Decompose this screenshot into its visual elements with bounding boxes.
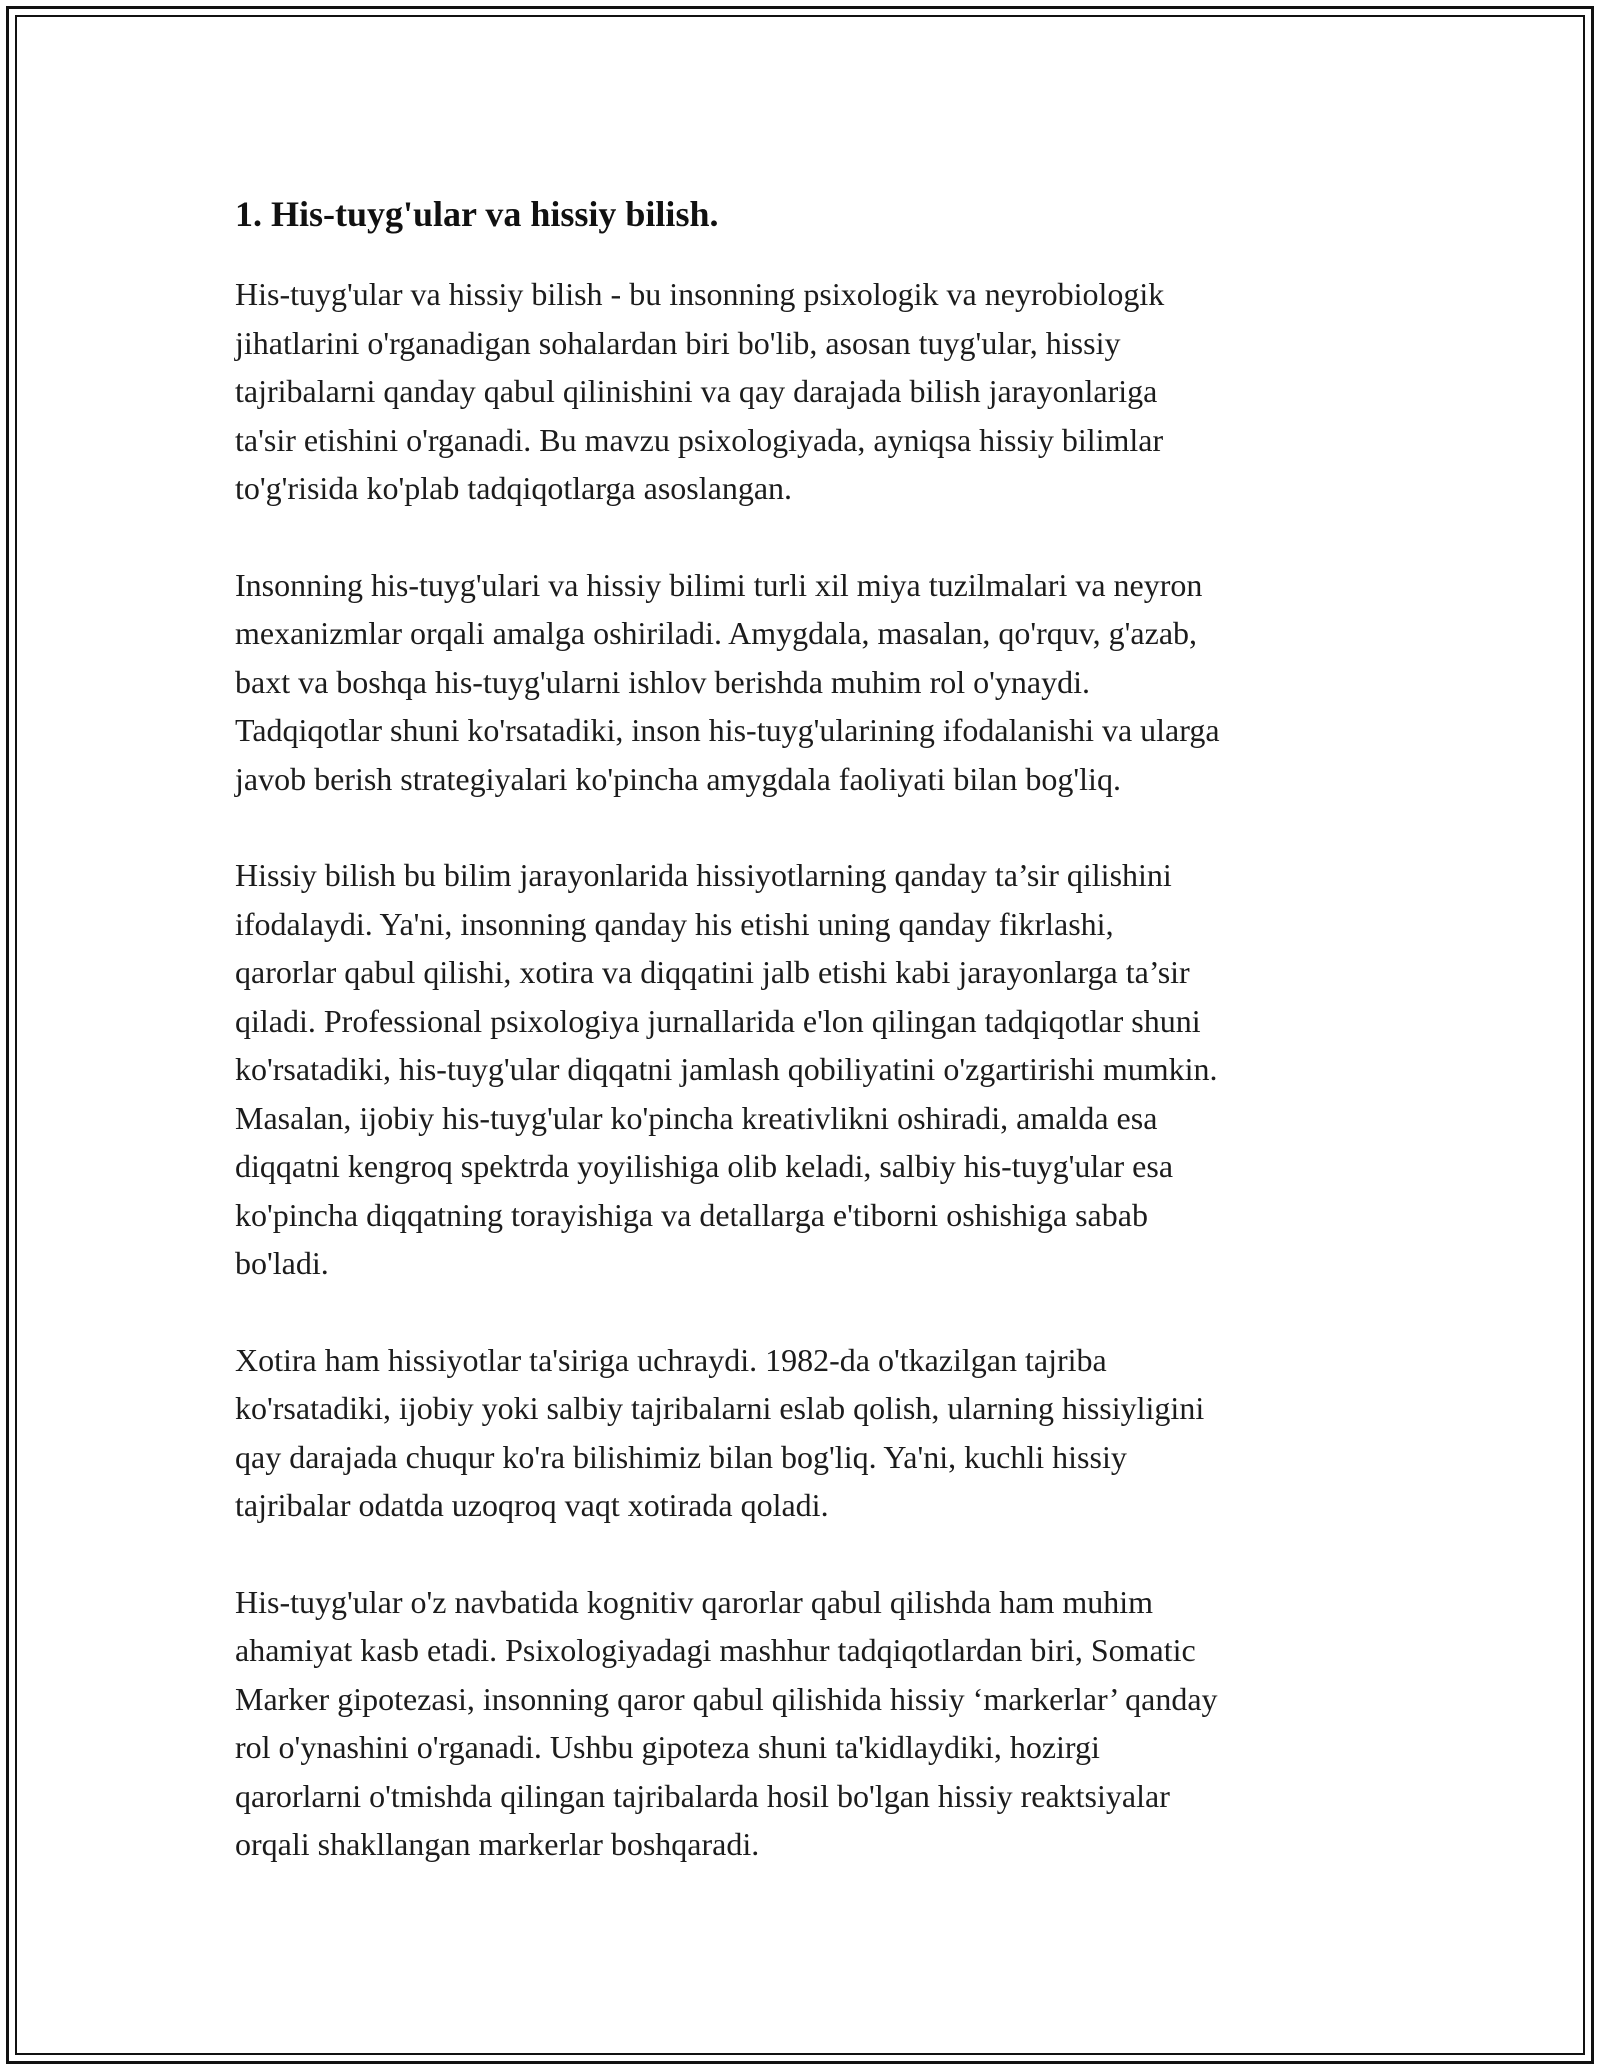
paragraph-4 [235,1336,1375,1530]
text-line: mexanizmlar orqali amalga oshiriladi. Amygdala, masalan, qo'rquv, g'azab, [235,615,1198,651]
text-line: tajribalar odatda uzoqroq vaqt xotirada qoladi. [235,1487,829,1523]
text-line: rol o'ynashini o'rganadi. Ushbu gipoteza shuni ta'kidlaydiki, hozirgi [235,1729,1100,1765]
section-heading: 1. His-tuyg'ular va hissiy bilish. [235,194,719,234]
document-body [235,190,1375,1917]
paragraph-3 [235,851,1375,1288]
text-line: ahamiyat kasb etadi. Psixologiyadagi mashhur tadqiqotlardan biri, Somatic [235,1632,1196,1668]
text-line: qay darajada chuqur ko'ra bilishimiz bilan bog'liq. Ya'ni, kuchli hissiy [235,1438,1127,1475]
text-line: qarorlar qabul qilishi, xotira va diqqatini jalb etishi kabi jarayonlarga ta’sir [235,954,1190,990]
text-line: diqqatni kengroq spektrda yoyilishiga olib keladi, salbiy his-tuyg'ular esa [235,1148,1174,1184]
text-line: ko'rsatadiki, his-tuyg'ular diqqatni jamlash qobiliyatini o'zgartirishi mumkin. [235,1051,1218,1087]
text-line: Marker gipotezasi, insonning qaror qabul qilishida hissiy ‘markerlar’ qanday [235,1680,1218,1717]
text-line: Masalan, ijobiy his-tuyg'ular ko'pincha kreativlikni oshiradi, amalda esa [235,1099,1158,1136]
paragraph-2 [235,561,1375,804]
text-line: Insonning his-tuyg'ulari va hissiy bilimi turli xil miya tuzilmalari va neyron [235,566,1203,603]
text-line: ko'rsatadiki, ijobiy yoki salbiy tajribalarni eslab qolish, ularning hissiyligini [235,1390,1205,1426]
text-line: qiladi. Professional psixologiya jurnallarida e'lon qilingan tadqiqotlar shuni [235,1002,1201,1039]
text-line: ko'pincha diqqatning torayishiga va detallarga e'tiborni oshishiga sabab [235,1196,1148,1233]
paragraph-5 [235,1578,1375,1869]
text-line: javob berish strategiyalari ko'pincha amygdala faoliyati bilan bog'liq. [235,760,1121,797]
text-line: jihatlarini o'rganadigan sohalardan biri bo'lib, asosan tuyg'ular, hissiy [235,324,1121,361]
text-line: His-tuyg'ular va hissiy bilish - bu insonning psixologik va neyrobiologik [235,276,1165,312]
text-line: orqali shakllangan markerlar boshqaradi. [235,1826,760,1862]
text-line: His-tuyg'ular o'z navbatida kognitiv qarorlar qabul qilishda ham muhim [235,1583,1153,1620]
text-line: ifodalaydi. Ya'ni, insonning qanday his etishi uning qanday fikrlashi, [235,905,1114,942]
paragraph-1 [235,270,1375,513]
text-line: ta'sir etishini o'rganadi. Bu mavzu psixologiyada, ayniqsa hissiy bilimlar [235,421,1164,458]
text-line: qarorlarni o'tmishda qilingan tajribalarda hosil bo'lgan hissiy reaktsiyalar [235,1777,1170,1814]
text-line: baxt va boshqa his-tuyg'ularni ishlov berishda muhim rol o'ynaydi. [235,663,1090,700]
text-line: to'g'risida ko'plab tadqiqotlarga asoslangan. [235,470,793,506]
text-line: Hissiy bilish bu bilim jarayonlarida hissiyotlarning qanday ta’sir qilishini [235,857,1172,893]
text-line: tajribalarni qanday qabul qilinishini va qay darajada bilish jarayonlariga [235,373,1158,409]
text-line: Tadqiqotlar shuni ko'rsatadiki, inson his-tuyg'ularining ifodalanishi va ularga [235,712,1220,748]
text-line: bo'ladi. [235,1245,329,1281]
text-line: Xotira ham hissiyotlar ta'siriga uchraydi. 1982-da o'tkazilgan tajriba [235,1341,1107,1378]
